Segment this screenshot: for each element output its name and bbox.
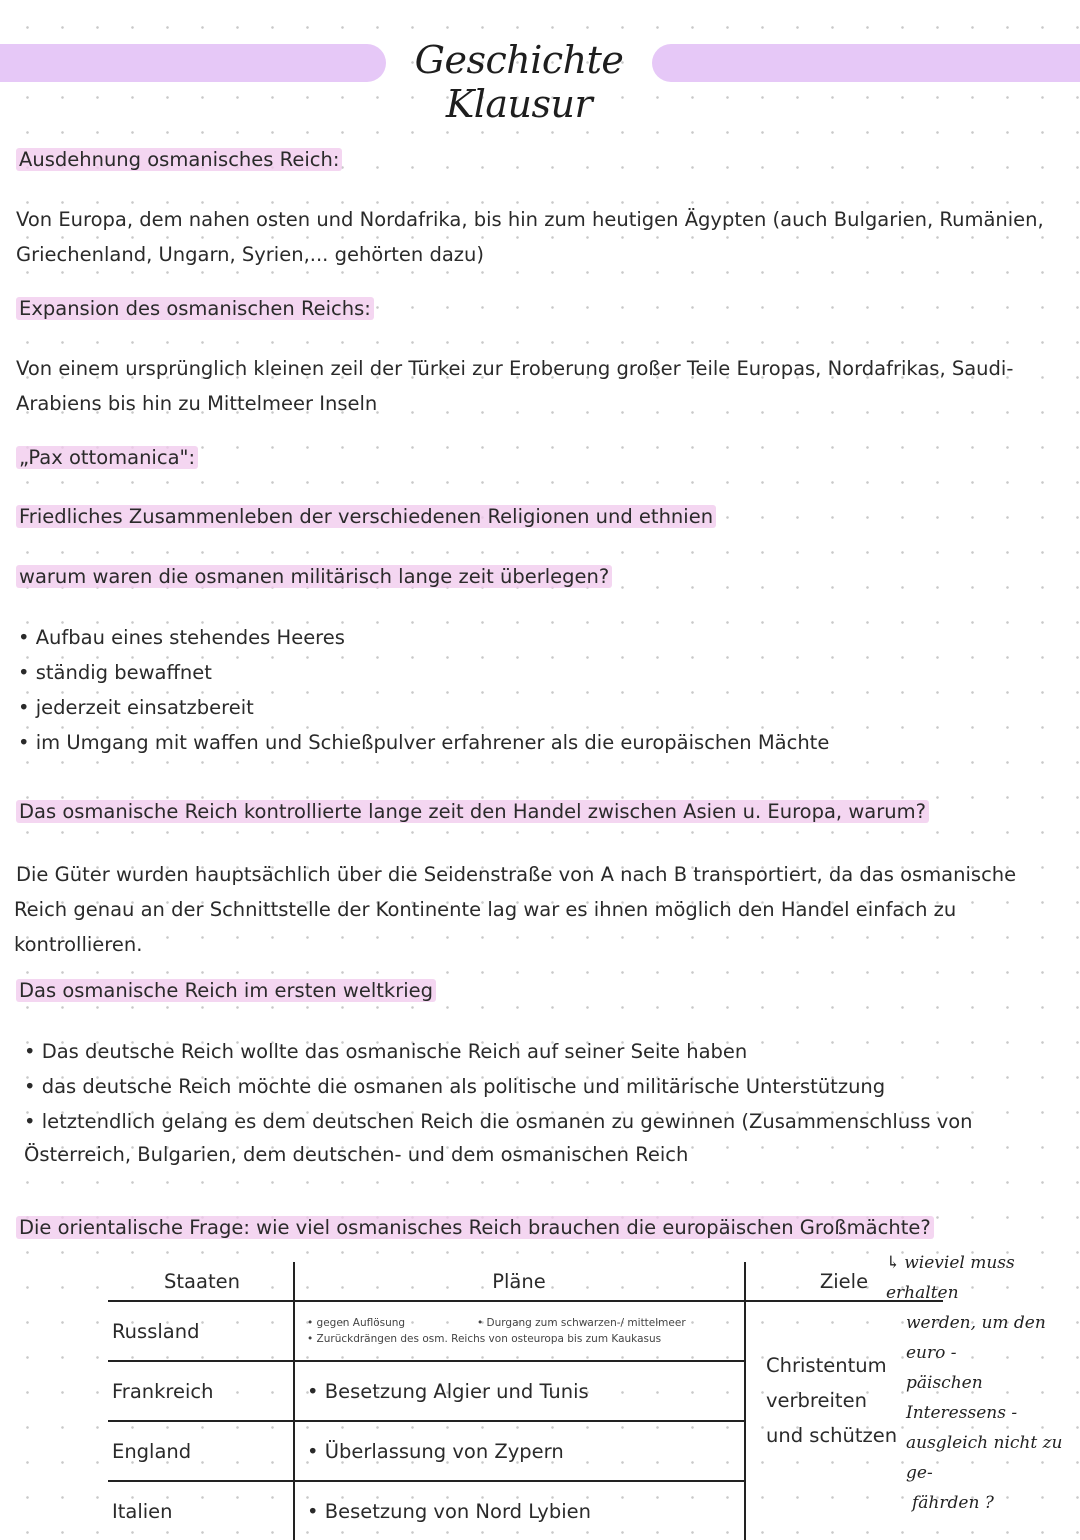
list-item: • jederzeit einsatzbereit: [18, 690, 829, 725]
table-cell-plan: • Überlassung von Zypern: [294, 1421, 745, 1481]
section-text-handel-1: Die Güter wurden hauptsächlich über die Seidenstraße von A nach B transportiert, da das osmanische: [16, 863, 1017, 886]
bullet-list-weltkrieg: [24, 1034, 973, 1139]
section-heading-militaer: warum waren die osmanen militärisch lange zeit überlegen?: [16, 565, 612, 588]
bullet-list-militaer: [18, 620, 829, 760]
table-cell-plan: • Besetzung von Nord Lybien: [294, 1481, 745, 1540]
title-banner-right: [652, 44, 1080, 82]
table-header-staaten: Staaten: [108, 1262, 294, 1301]
side-note-line: ↳ wieviel muss erhalten: [886, 1253, 1015, 1303]
goal-line: verbreiten: [766, 1389, 867, 1412]
section-text-weltkrieg-continuation: Österreich, Bulgarien, dem deutschen- und dem osmanischen Reich: [24, 1143, 689, 1166]
table-cell-state: Frankreich: [108, 1361, 294, 1421]
table-cell-plan: • Besetzung Algier und Tunis: [294, 1361, 745, 1421]
section-text-ausdehnung-2: Griechenland, Ungarn, Syrien,... gehörten dazu): [16, 243, 484, 266]
section-text-handel-2: Reich genau an der Schnittstelle der Kontinente lag war es ihnen möglich den Handel einfach zu: [14, 898, 957, 921]
table-header-ziele: Ziele: [745, 1262, 943, 1301]
table-cell-goals: [745, 1301, 943, 1540]
page-title: Geschichte Klausur: [414, 38, 624, 126]
side-note-line: fährden ?: [912, 1493, 994, 1513]
list-item: • das deutsche Reich möchte die osmanen als politische und militärische Unterstützung: [24, 1069, 973, 1104]
table-cell-state: Russland: [108, 1301, 294, 1361]
side-note-line: ausgleich nicht zu ge-: [906, 1433, 1063, 1483]
title-banner-left: [0, 44, 386, 82]
table-cell-state: England: [108, 1421, 294, 1481]
section-heading-pax: „Pax ottomanica":: [16, 446, 198, 469]
goal-line: und schützen: [766, 1424, 898, 1447]
list-item: • Das deutsche Reich wollte das osmanische Reich auf seiner Seite haben: [24, 1034, 973, 1069]
side-note-line: päischen Interessens -: [906, 1373, 1018, 1423]
table-cell-state: Italien: [108, 1481, 294, 1540]
list-item: • im Umgang mit waffen und Schießpulver erfahrener als die europäischen Mächte: [18, 725, 829, 760]
section-heading-weltkrieg: Das osmanische Reich im ersten weltkrieg: [16, 979, 436, 1002]
section-text-handel-3: kontrollieren.: [14, 933, 143, 956]
section-text-ausdehnung-1: Von Europa, dem nahen osten und Nordafrika, bis hin zum heutigen Ägypten (auch Bulgarien, Rumänien,: [16, 208, 1044, 231]
section-text-expansion-1: Von einem ursprünglich kleinen zeil der Türkei zur Eroberung großer Teile Europas, Nordafrikas, Saudi-: [16, 357, 1014, 380]
list-item: • letztendlich gelang es dem deutschen Reich die osmanen zu gewinnen (Zusammenschluss von: [24, 1104, 973, 1139]
section-heading-ausdehnung: Ausdehnung osmanisches Reich:: [16, 148, 342, 171]
side-note-line: werden, um den euro -: [906, 1313, 1046, 1363]
section-heading-expansion: Expansion des osmanischen Reichs:: [16, 297, 374, 320]
table-cell-plan: • gegen Auflösung • Durgang zum schwarzen-/ mittelmeer • Zurückdrängen des osm. Reichs von osteuropa bis zum Kaukasus: [294, 1301, 745, 1361]
table-row: [108, 1301, 943, 1361]
section-text-expansion-2: Arabiens bis hin zu Mittelmeer Inseln: [16, 392, 378, 415]
section-text-pax: Friedliches Zusammenleben der verschiedenen Religionen und ethnien: [16, 505, 716, 528]
list-item: • ständig bewaffnet: [18, 655, 829, 690]
list-item: • Aufbau eines stehendes Heeres: [18, 620, 829, 655]
table-header-plaene: Pläne: [294, 1262, 745, 1301]
arrow-icon: ↳: [886, 1253, 901, 1273]
section-heading-orientalische-frage: Die orientalische Frage: wie viel osmanisches Reich brauchen die europäischen Großmächte?: [16, 1216, 934, 1239]
goal-line: Christentum: [766, 1354, 887, 1377]
section-heading-handel: Das osmanische Reich kontrollierte lange zeit den Handel zwischen Asien u. Europa, warum?: [16, 800, 929, 823]
plans-table: [108, 1262, 943, 1540]
